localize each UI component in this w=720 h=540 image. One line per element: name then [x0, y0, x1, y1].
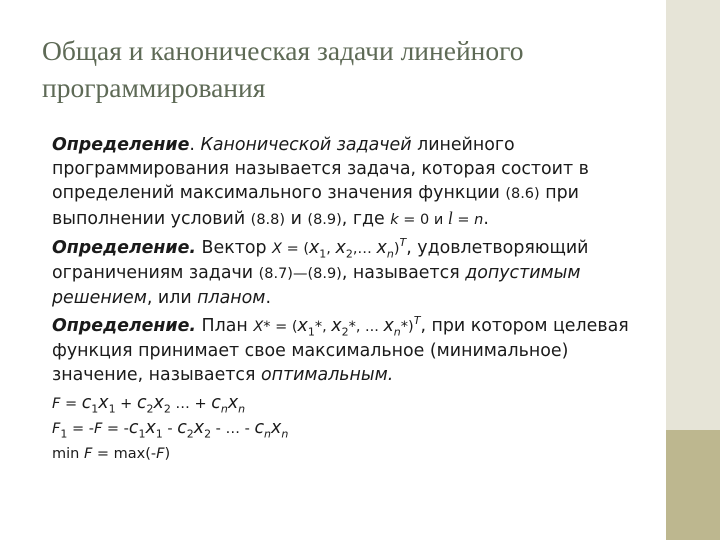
subscript: 2 [186, 427, 194, 441]
definition-optimal [52, 314, 652, 387]
subscript: 1 [60, 427, 68, 441]
var-x: x [383, 316, 394, 336]
text: , называется [341, 263, 466, 283]
text: . [265, 288, 271, 308]
text: … + [170, 396, 212, 412]
subscript: 1 [307, 325, 315, 339]
var-x: x [335, 238, 346, 258]
var-F: F [93, 421, 103, 437]
text: при выполнении условий [52, 183, 579, 229]
title-line-1: Общая и каноническая задачи линейного [42, 35, 524, 66]
text: , при котором целевая функция принимает свое максимальное (минимальное) значение, называется [52, 316, 629, 385]
subscript: 2 [341, 325, 349, 339]
superscript: T [413, 314, 421, 328]
slide-title [42, 32, 642, 106]
text: линейного программирования называется задача, которая состоит в определений максимального значения функции [52, 135, 589, 203]
term-optimal: оптимальным. [260, 365, 394, 385]
subscript: 2 [163, 402, 171, 416]
var-x: x [227, 393, 239, 413]
text: . [189, 135, 201, 155]
var-c: c [254, 418, 265, 438]
side-decoration-bottom [666, 430, 720, 540]
definition-feasible-cont [52, 261, 652, 310]
text: min [52, 446, 84, 462]
ref-8-7-8-9: (8.7)—(8.9) [258, 266, 342, 282]
superscript: T [399, 236, 407, 250]
var-x: x [297, 316, 308, 336]
text: ограничениям задачи [52, 263, 259, 283]
subscript: n [386, 247, 394, 261]
text: - [162, 421, 178, 437]
text: ) [393, 241, 400, 257]
text: * = ( [263, 319, 298, 335]
subscript: n [281, 427, 289, 441]
var-c: c [177, 418, 187, 438]
text: + [115, 396, 137, 412]
text: *) [400, 319, 414, 335]
ref-8-9: (8.9) [307, 212, 342, 228]
text: = - [102, 421, 129, 437]
var-x: x [145, 418, 156, 438]
var-n: n [474, 212, 484, 228]
var-F: F [83, 446, 93, 462]
var-l: l [447, 208, 453, 228]
text: , [326, 241, 336, 257]
term-canonical: Канонической задачей [200, 135, 412, 155]
var-c: c [81, 393, 92, 413]
var-x: x [271, 418, 282, 438]
text: = ( [281, 241, 309, 257]
text: План [196, 316, 254, 336]
var-x: x [153, 393, 164, 413]
text: = [452, 212, 475, 228]
formula-objective [52, 391, 652, 416]
text: = [60, 396, 82, 412]
slide-body [52, 133, 652, 466]
var-X: X [253, 319, 264, 335]
definition-label: Определение. [52, 238, 197, 258]
text: = max(- [92, 446, 157, 462]
subscript: 2 [146, 402, 154, 416]
text: , удовлетворяющий [406, 238, 589, 258]
text: , где [341, 209, 391, 229]
ref-8-6: (8.6) [505, 186, 540, 202]
var-k: k [390, 212, 399, 228]
var-x: x [376, 238, 387, 258]
var-c: c [128, 418, 139, 438]
var-F: F [52, 421, 61, 437]
text: и [285, 209, 308, 229]
text: *, [314, 319, 332, 335]
subscript: 2 [204, 427, 212, 441]
text: , или [146, 288, 198, 308]
var-X: X [272, 241, 282, 257]
var-c: c [136, 393, 147, 413]
text: *, ... [348, 319, 384, 335]
subscript: 1 [108, 402, 116, 416]
var-F: F [156, 446, 165, 462]
subscript: n [393, 325, 401, 339]
var-x: x [309, 238, 320, 258]
text: ,… [352, 241, 377, 257]
subscript: n [220, 402, 228, 416]
text: = 0 и [398, 212, 448, 228]
var-x: x [98, 393, 109, 413]
ref-8-8: (8.8) [250, 212, 286, 228]
definition-feasible [52, 236, 652, 261]
formula-min-max [52, 441, 652, 466]
term-plan: планом [197, 288, 266, 308]
subscript: 1 [319, 247, 327, 261]
var-x: x [193, 418, 205, 438]
text: - … - [211, 421, 255, 437]
formula-f1 [52, 416, 652, 441]
term-feasible: допустимым решением [52, 263, 581, 308]
var-x: x [331, 316, 342, 336]
text: ) [164, 446, 171, 462]
text: Вектор [196, 238, 273, 258]
subscript: 1 [138, 427, 146, 441]
text: . [483, 209, 489, 229]
subscript: n [238, 402, 246, 416]
var-c: c [211, 393, 221, 413]
subscript: 1 [91, 402, 99, 416]
subscript: n [264, 427, 272, 441]
definition-label: Определение. [52, 316, 197, 336]
title-line-2: программирования [42, 72, 266, 103]
subscript: 2 [345, 247, 353, 261]
definition-canonical [52, 133, 652, 232]
text: = - [67, 421, 94, 437]
side-decoration-top [666, 0, 720, 430]
var-F: F [52, 396, 61, 412]
definition-label: Определение [52, 135, 190, 155]
subscript: 1 [155, 427, 163, 441]
